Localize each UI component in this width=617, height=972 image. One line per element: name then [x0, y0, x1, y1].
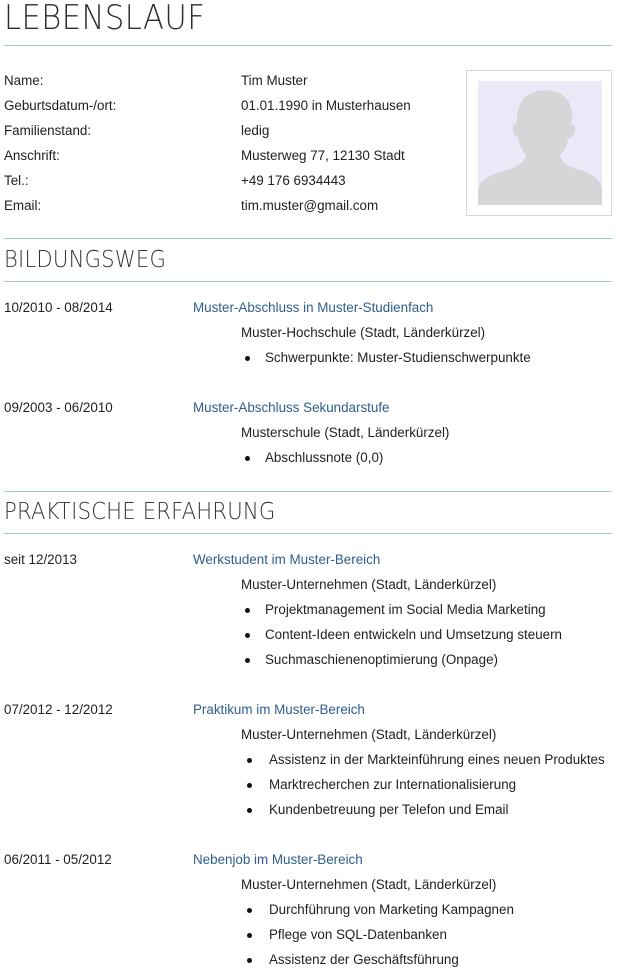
value-address: Musterweg 77, 12130 Stadt: [241, 148, 405, 163]
profile-photo: [466, 70, 612, 216]
entry-organization: Muster-Unternehmen (Stadt, Länderkürzel): [241, 577, 497, 592]
entry-organization: Musterschule (Stadt, Länderkürzel): [241, 425, 450, 440]
label-birth: Geburtsdatum-/ort:: [4, 98, 117, 113]
page-title: LEBENSLAUF: [4, 0, 206, 38]
entry-organization: Muster-Unternehmen (Stadt, Länderkürzel): [241, 727, 497, 742]
entry-bullet: Projektmanagement im Social Media Marketing: [265, 602, 546, 617]
value-birth: 01.01.1990 in Musterhausen: [241, 98, 411, 113]
entry-period: seit 12/2013: [4, 552, 77, 567]
entry-bullet: Schwerpunkte: Muster-Studienschwerpunkte: [265, 350, 531, 365]
photo-placeholder: [478, 81, 602, 205]
entry-period: 09/2003 - 06/2010: [4, 400, 113, 415]
bullet-icon: [245, 608, 250, 613]
bullet-icon: [245, 456, 250, 461]
bullet-icon: [247, 758, 252, 763]
entry-organization: Muster-Hochschule (Stadt, Länderkürzel): [241, 325, 486, 340]
bullet-icon: [247, 958, 252, 963]
label-name: Name:: [4, 73, 44, 88]
entry-role: Nebenjob im Muster-Bereich: [193, 852, 363, 867]
entry-bullet: Assistenz in der Markteinführung eines neuen Produktes: [269, 752, 605, 767]
entry-bullet: Suchmaschienenoptimierung (Onpage): [265, 652, 498, 667]
education-heading: BILDUNGSWEG: [4, 247, 167, 273]
entry-period: 10/2010 - 08/2014: [4, 300, 113, 315]
experience-divider-bottom: [4, 533, 612, 534]
entry-period: 06/2011 - 05/2012: [4, 852, 112, 867]
entry-role: Muster-Abschluss Sekundarstufe: [193, 400, 390, 415]
bullet-icon: [247, 908, 252, 913]
label-email: Email:: [4, 198, 42, 213]
person-silhouette-icon: [478, 81, 602, 205]
value-phone: +49 176 6934443: [241, 173, 346, 188]
entry-bullet: Durchführung von Marketing Kampagnen: [269, 902, 514, 917]
entry-bullet: Assistenz der Geschäftsführung: [269, 952, 459, 967]
bullet-icon: [245, 633, 250, 638]
value-marital: ledig: [241, 123, 270, 138]
entry-organization: Muster-Unternehmen (Stadt, Länderkürzel): [241, 877, 497, 892]
value-email[interactable]: tim.muster@gmail.com: [241, 198, 379, 213]
entry-bullet: Kundenbetreuung per Telefon und Email: [269, 802, 509, 817]
entry-role: Muster-Abschluss in Muster-Studienfach: [193, 300, 434, 315]
entry-role: Praktikum im Muster-Bereich: [193, 702, 365, 717]
value-name: Tim Muster: [241, 73, 308, 88]
bullet-icon: [247, 933, 252, 938]
experience-heading: PRAKTISCHE ERFAHRUNG: [4, 499, 276, 525]
bullet-icon: [247, 783, 252, 788]
entry-period: 07/2012 - 12/2012: [4, 702, 113, 717]
title-divider: [4, 45, 612, 46]
bullet-icon: [247, 808, 252, 813]
entry-bullet: Pflege von SQL-Datenbanken: [269, 927, 447, 942]
bullet-icon: [245, 658, 250, 663]
entry-role: Werkstudent im Muster-Bereich: [193, 552, 381, 567]
experience-divider-top: [4, 491, 612, 492]
bullet-icon: [245, 356, 250, 361]
entry-bullet: Marktrecherchen zur Internationalisierung: [269, 777, 517, 792]
education-divider-bottom: [4, 281, 612, 282]
entry-bullet: Abschlussnote (0,0): [265, 450, 384, 465]
label-phone: Tel.:: [4, 173, 29, 188]
label-address: Anschrift:: [4, 148, 60, 163]
label-marital: Familienstand:: [4, 123, 92, 138]
education-divider-top: [4, 238, 612, 239]
entry-bullet: Content-Ideen entwickeln und Umsetzung steuern: [265, 627, 563, 642]
